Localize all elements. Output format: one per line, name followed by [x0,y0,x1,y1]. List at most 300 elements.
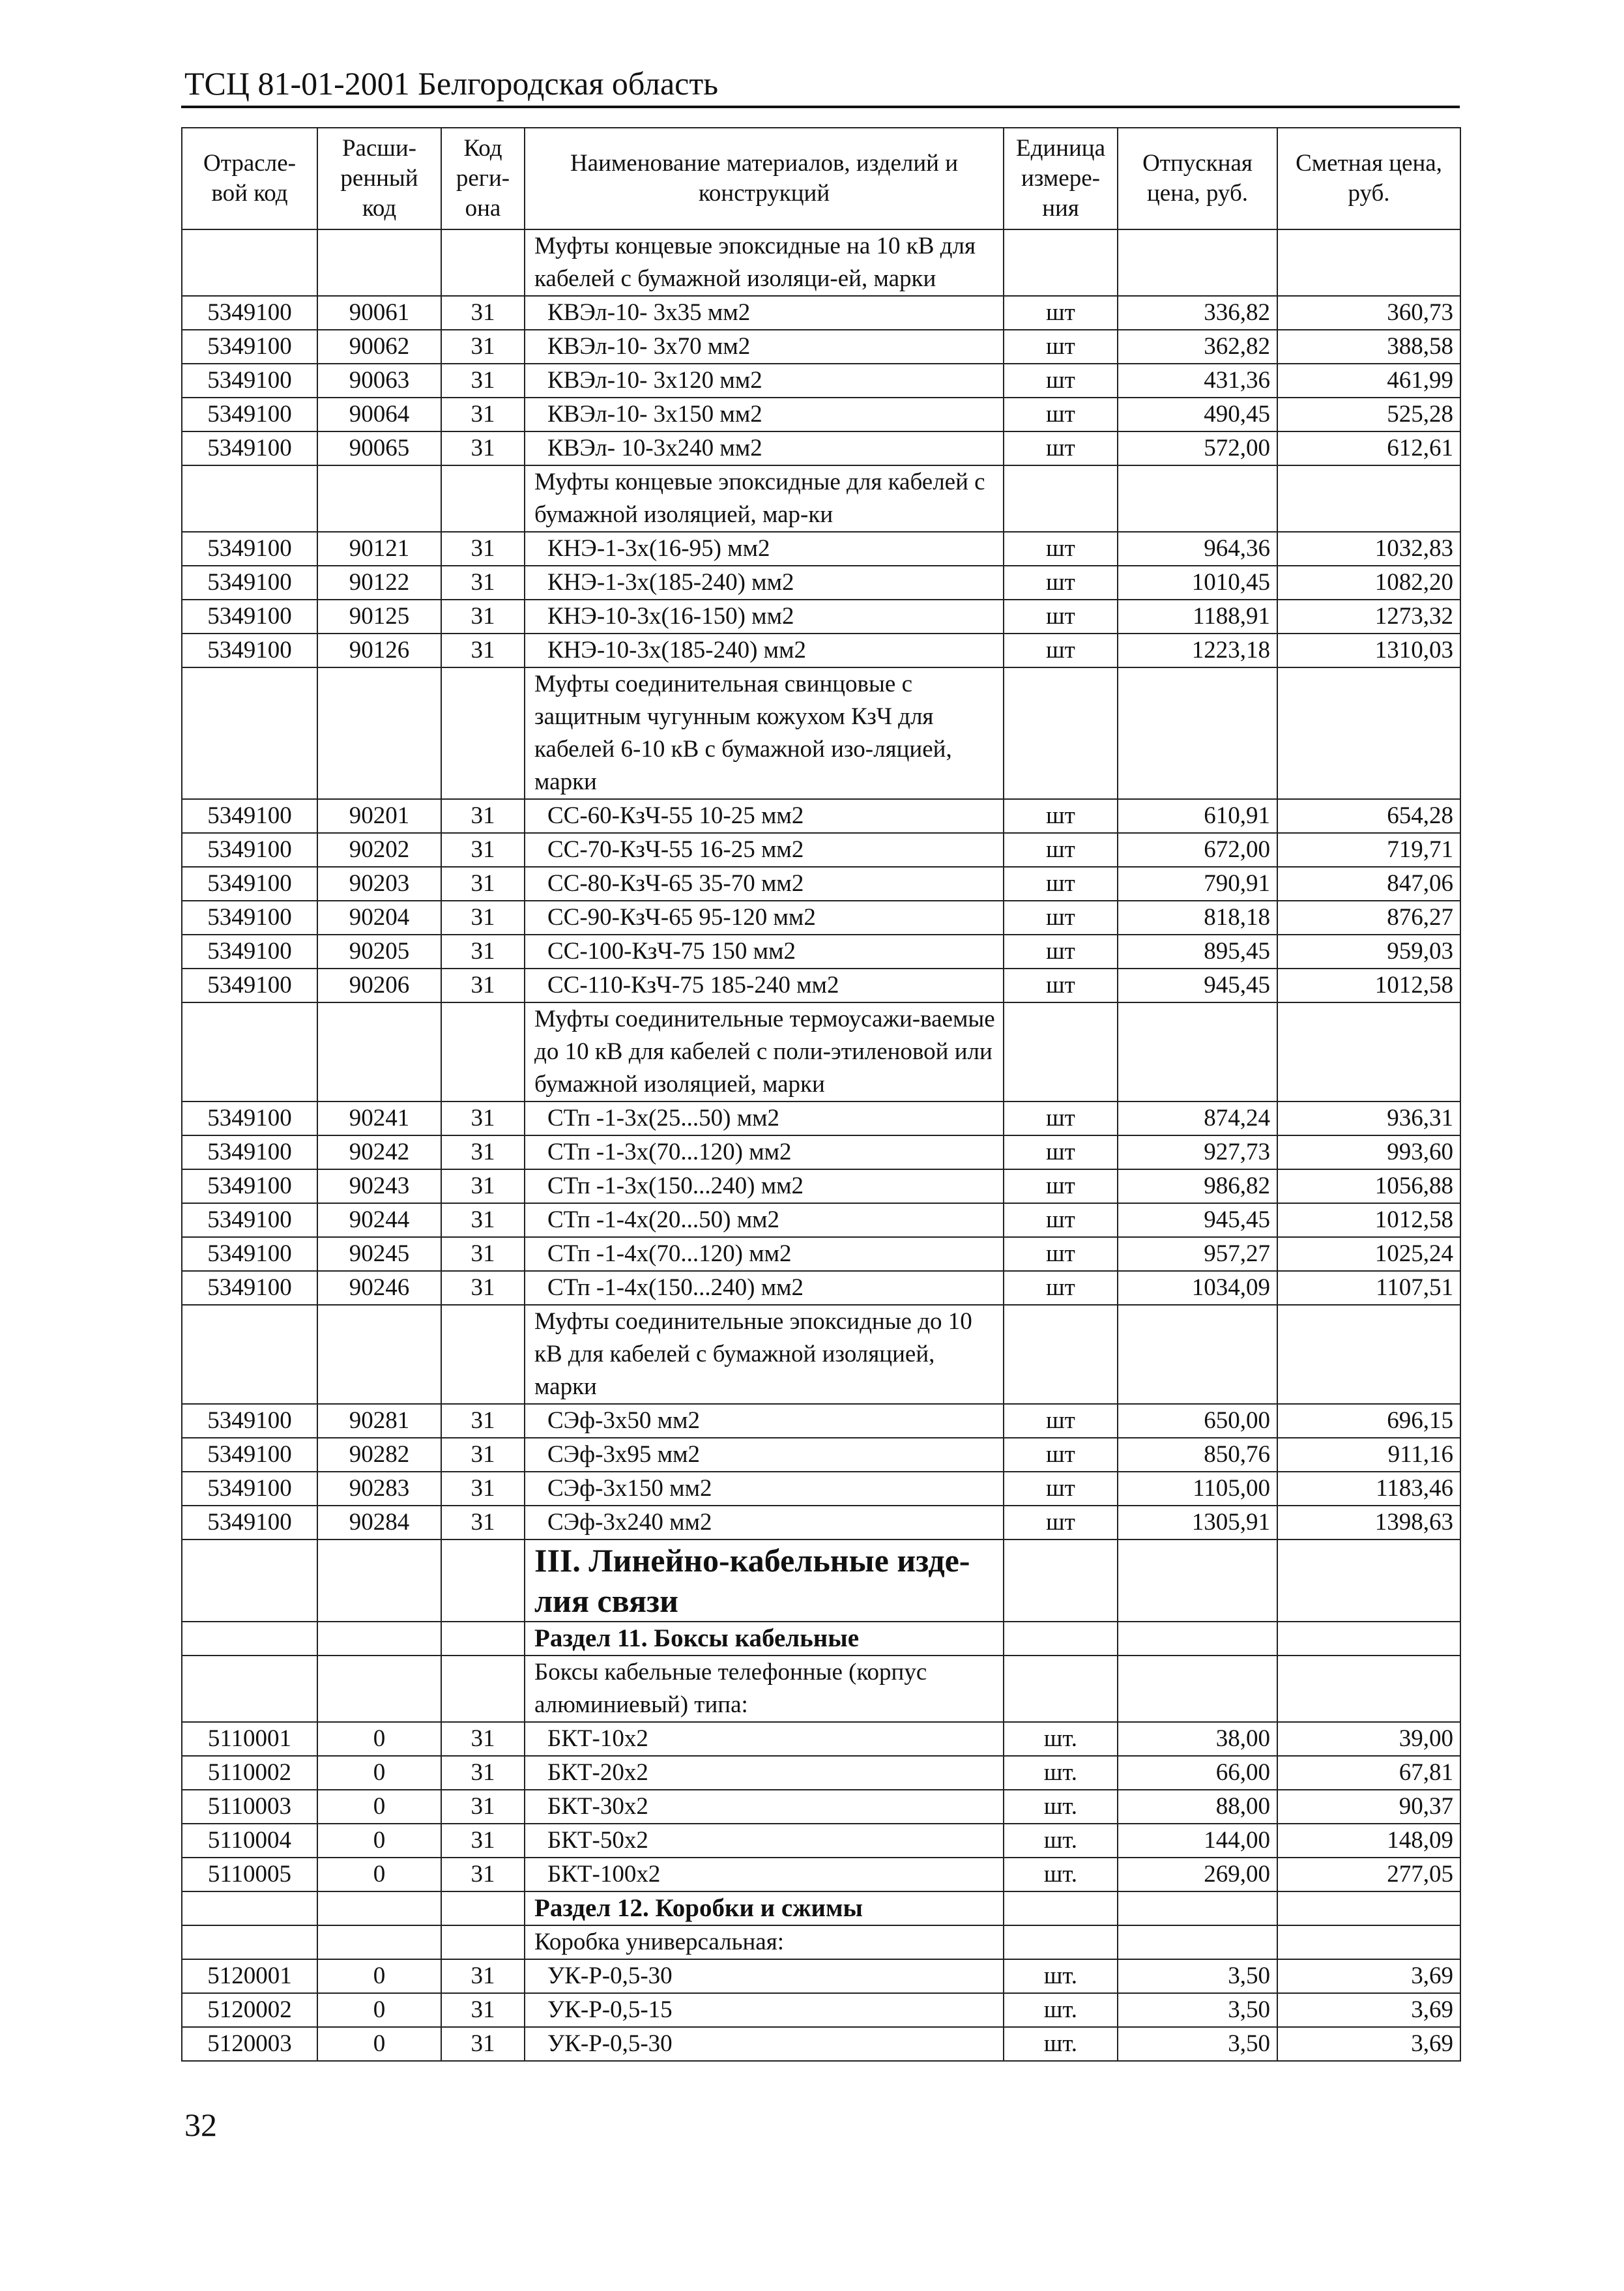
code-cell: 5110001 [182,1722,317,1756]
extended-code-cell: 0 [317,1824,441,1858]
empty-cell [1277,1002,1460,1102]
code-cell: 5349100 [182,566,317,600]
empty-cell [182,667,317,799]
code-cell: 5120003 [182,2027,317,2061]
empty-cell [317,1891,441,1925]
region-code-cell: 31 [441,1102,525,1135]
region-code-cell: 31 [441,1959,525,1993]
release-price-cell: 572,00 [1118,431,1277,465]
empty-cell [1118,1891,1277,1925]
release-price-cell: 945,45 [1118,969,1277,1002]
empty-cell [1004,465,1118,532]
column-header-industry-code: Отрасле-вой код [182,128,317,229]
table-row [182,1404,1460,1438]
estimate-price-cell: 90,37 [1277,1790,1460,1824]
section-heading: III. Линейно-кабельные изде-лия связи [525,1539,1004,1622]
name-cell: БКТ-20х2 [525,1756,1004,1790]
empty-cell [317,1925,441,1959]
empty-cell [1004,667,1118,799]
release-price-cell: 3,50 [1118,1959,1277,1993]
empty-cell [1004,1925,1118,1959]
name-cell: СЭф-3х150 мм2 [525,1472,1004,1506]
empty-cell [1004,1622,1118,1656]
name-cell: УК-Р-0,5-15 [525,1993,1004,2027]
empty-cell [182,229,317,296]
region-code-cell: 31 [441,296,525,330]
empty-cell [1004,1656,1118,1722]
table-row [182,1169,1460,1203]
estimate-price-cell: 148,09 [1277,1824,1460,1858]
unit-cell: шт [1004,532,1118,566]
unit-cell: шт. [1004,1824,1118,1858]
region-code-cell: 31 [441,1506,525,1539]
subsection-heading: Раздел 11. Боксы кабельные [525,1622,1004,1656]
estimate-price-cell: 1056,88 [1277,1169,1460,1203]
release-price-cell: 650,00 [1118,1404,1277,1438]
empty-cell [1277,667,1460,799]
table-row [182,1993,1460,2027]
empty-cell [441,1305,525,1404]
release-price-cell: 1010,45 [1118,566,1277,600]
unit-cell: шт [1004,1203,1118,1237]
code-cell: 5120001 [182,1959,317,1993]
table-row [182,1824,1460,1858]
extended-code-cell: 90242 [317,1135,441,1169]
table-row [182,867,1460,901]
code-cell: 5349100 [182,1169,317,1203]
extended-code-cell: 90241 [317,1102,441,1135]
code-cell: 5349100 [182,901,317,935]
section-heading-row [182,1539,1460,1622]
release-price-cell: 790,91 [1118,867,1277,901]
table-row [182,600,1460,634]
estimate-price-cell: 67,81 [1277,1756,1460,1790]
empty-cell [1118,1925,1277,1959]
group-heading: Муфты концевые эпоксидные на 10 кВ для кабелей с бумажной изоляци-ей, марки [525,229,1004,296]
table-row [182,901,1460,935]
table-row [182,1472,1460,1506]
release-price-cell: 362,82 [1118,330,1277,364]
code-cell: 5349100 [182,1237,317,1271]
region-code-cell: 31 [441,1237,525,1271]
estimate-price-cell: 1107,51 [1277,1271,1460,1305]
name-cell: УК-Р-0,5-30 [525,2027,1004,2061]
name-cell: УК-Р-0,5-30 [525,1959,1004,1993]
code-cell: 5110003 [182,1790,317,1824]
region-code-cell: 31 [441,1993,525,2027]
estimate-price-cell: 911,16 [1277,1438,1460,1472]
estimate-price-cell: 719,71 [1277,833,1460,867]
region-code-cell: 31 [441,532,525,566]
name-cell: КНЭ-1-3х(185-240) мм2 [525,566,1004,600]
name-cell: СС-80-КзЧ-65 35-70 мм2 [525,867,1004,901]
empty-cell [1277,1656,1460,1722]
estimate-price-cell: 696,15 [1277,1404,1460,1438]
empty-cell [182,465,317,532]
subsection-heading-row [182,1622,1460,1656]
extended-code-cell: 90062 [317,330,441,364]
empty-cell [317,667,441,799]
unit-cell: шт. [1004,2027,1118,2061]
table-row [182,1102,1460,1135]
name-cell: СЭф-3х95 мм2 [525,1438,1004,1472]
table-row [182,1959,1460,1993]
estimate-price-cell: 654,28 [1277,799,1460,833]
region-code-cell: 31 [441,431,525,465]
release-price-cell: 3,50 [1118,2027,1277,2061]
region-code-cell: 31 [441,1756,525,1790]
release-price-cell: 610,91 [1118,799,1277,833]
region-code-cell: 31 [441,398,525,431]
region-code-cell: 31 [441,1722,525,1756]
group-heading: Муфты соединительные термоусажи-ваемые до 10 кВ для кабелей с поли-этиленовой или бумажной изоляцией, марки [525,1002,1004,1102]
unit-cell: шт [1004,1102,1118,1135]
unit-cell: шт [1004,867,1118,901]
empty-cell [1277,1539,1460,1622]
extended-code-cell: 0 [317,1959,441,1993]
unit-cell: шт. [1004,1756,1118,1790]
name-cell: СС-110-КзЧ-75 185-240 мм2 [525,969,1004,1002]
release-price-cell: 431,36 [1118,364,1277,398]
estimate-price-cell: 993,60 [1277,1135,1460,1169]
region-code-cell: 31 [441,1404,525,1438]
release-price-cell: 38,00 [1118,1722,1277,1756]
region-code-cell: 31 [441,1203,525,1237]
release-price-cell: 1188,91 [1118,600,1277,634]
region-code-cell: 31 [441,566,525,600]
region-code-cell: 31 [441,935,525,969]
code-cell: 5349100 [182,935,317,969]
empty-cell [317,465,441,532]
price-table [181,127,1461,2062]
empty-cell [1118,1656,1277,1722]
empty-cell [1118,229,1277,296]
table-row [182,1271,1460,1305]
region-code-cell: 31 [441,1858,525,1891]
empty-cell [1277,1891,1460,1925]
name-cell: БКТ-30х2 [525,1790,1004,1824]
estimate-price-cell: 847,06 [1277,867,1460,901]
estimate-price-cell: 1183,46 [1277,1472,1460,1506]
empty-cell [1277,465,1460,532]
name-cell: КНЭ-10-3х(16-150) мм2 [525,600,1004,634]
code-cell: 5110002 [182,1756,317,1790]
code-cell: 5349100 [182,634,317,667]
table-row [182,566,1460,600]
table-row [182,398,1460,431]
release-price-cell: 874,24 [1118,1102,1277,1135]
empty-cell [317,1002,441,1102]
group-heading-row [182,1925,1460,1959]
extended-code-cell: 90281 [317,1404,441,1438]
name-cell: БКТ-10х2 [525,1722,1004,1756]
unit-cell: шт [1004,1237,1118,1271]
empty-cell [317,1305,441,1404]
table-row [182,1203,1460,1237]
empty-cell [441,1925,525,1959]
release-price-cell: 986,82 [1118,1169,1277,1203]
unit-cell: шт [1004,935,1118,969]
code-cell: 5349100 [182,799,317,833]
name-cell: КВЭл-10- 3х70 мм2 [525,330,1004,364]
table-row [182,1135,1460,1169]
region-code-cell: 31 [441,901,525,935]
extended-code-cell: 90121 [317,532,441,566]
empty-cell [1004,229,1118,296]
estimate-price-cell: 388,58 [1277,330,1460,364]
extended-code-cell: 90245 [317,1237,441,1271]
empty-cell [1118,1305,1277,1404]
code-cell: 5349100 [182,1506,317,1539]
empty-cell [1277,1622,1460,1656]
extended-code-cell: 90061 [317,296,441,330]
name-cell: КВЭл- 10-3х240 мм2 [525,431,1004,465]
region-code-cell: 31 [441,1790,525,1824]
extended-code-cell: 90125 [317,600,441,634]
code-cell: 5349100 [182,833,317,867]
extended-code-cell: 0 [317,1790,441,1824]
name-cell: СТп -1-4х(20...50) мм2 [525,1203,1004,1237]
empty-cell [317,229,441,296]
empty-cell [182,1925,317,1959]
extended-code-cell: 90065 [317,431,441,465]
release-price-cell: 850,76 [1118,1438,1277,1472]
empty-cell [182,1891,317,1925]
group-heading-row [182,1305,1460,1404]
region-code-cell: 31 [441,2027,525,2061]
extended-code-cell: 90205 [317,935,441,969]
empty-cell [441,229,525,296]
code-cell: 5349100 [182,867,317,901]
empty-cell [1004,1539,1118,1622]
name-cell: КНЭ-10-3х(185-240) мм2 [525,634,1004,667]
unit-cell: шт. [1004,1722,1118,1756]
group-heading-row [182,1002,1460,1102]
name-cell: СС-70-КзЧ-55 16-25 мм2 [525,833,1004,867]
extended-code-cell: 0 [317,1993,441,2027]
empty-cell [317,1622,441,1656]
extended-code-cell: 90201 [317,799,441,833]
table-row [182,1237,1460,1271]
release-price-cell: 945,45 [1118,1203,1277,1237]
estimate-price-cell: 1012,58 [1277,969,1460,1002]
estimate-price-cell: 1310,03 [1277,634,1460,667]
name-cell: БКТ-100х2 [525,1858,1004,1891]
code-cell: 5110005 [182,1858,317,1891]
empty-cell [1004,1305,1118,1404]
unit-cell: шт [1004,969,1118,1002]
empty-cell [182,1656,317,1722]
code-cell: 5349100 [182,364,317,398]
empty-cell [1118,1622,1277,1656]
code-cell: 5349100 [182,330,317,364]
estimate-price-cell: 525,28 [1277,398,1460,431]
subsection-heading-row [182,1891,1460,1925]
table-row [182,364,1460,398]
unit-cell: шт [1004,634,1118,667]
extended-code-cell: 90063 [317,364,441,398]
release-price-cell: 490,45 [1118,398,1277,431]
group-heading: Муфты соединительные эпоксидные до 10 кВ для кабелей с бумажной изоляцией, марки [525,1305,1004,1404]
extended-code-cell: 90064 [317,398,441,431]
extended-code-cell: 90243 [317,1169,441,1203]
table-row [182,431,1460,465]
name-cell: СТп -1-4х(70...120) мм2 [525,1237,1004,1271]
code-cell: 5349100 [182,1203,317,1237]
unit-cell: шт [1004,1169,1118,1203]
extended-code-cell: 0 [317,1858,441,1891]
name-cell: СТп -1-4х(150...240) мм2 [525,1271,1004,1305]
name-cell: СС-60-КзЧ-55 10-25 мм2 [525,799,1004,833]
release-price-cell: 336,82 [1118,296,1277,330]
column-header-release-price: Отпускная цена, руб. [1118,128,1277,229]
name-cell: КВЭл-10- 3х35 мм2 [525,296,1004,330]
estimate-price-cell: 3,69 [1277,1959,1460,1993]
region-code-cell: 31 [441,833,525,867]
unit-cell: шт. [1004,1858,1118,1891]
empty-cell [1004,1891,1118,1925]
release-price-cell: 1223,18 [1118,634,1277,667]
name-cell: КНЭ-1-3х(16-95) мм2 [525,532,1004,566]
region-code-cell: 31 [441,1271,525,1305]
code-cell: 5110004 [182,1824,317,1858]
empty-cell [1118,1539,1277,1622]
extended-code-cell: 90283 [317,1472,441,1506]
unit-cell: шт. [1004,1790,1118,1824]
estimate-price-cell: 1273,32 [1277,600,1460,634]
release-price-cell: 895,45 [1118,935,1277,969]
empty-cell [1277,229,1460,296]
extended-code-cell: 90203 [317,867,441,901]
empty-cell [441,1002,525,1102]
release-price-cell: 1105,00 [1118,1472,1277,1506]
table-body [182,229,1460,2061]
table-row [182,799,1460,833]
extended-code-cell: 90202 [317,833,441,867]
table-row [182,296,1460,330]
unit-cell: шт [1004,398,1118,431]
unit-cell: шт [1004,901,1118,935]
extended-code-cell: 0 [317,1756,441,1790]
table-row [182,1438,1460,1472]
table-row [182,634,1460,667]
unit-cell: шт [1004,364,1118,398]
estimate-price-cell: 277,05 [1277,1858,1460,1891]
region-code-cell: 31 [441,330,525,364]
release-price-cell: 957,27 [1118,1237,1277,1271]
table-row [182,1858,1460,1891]
unit-cell: шт [1004,1271,1118,1305]
estimate-price-cell: 3,69 [1277,1993,1460,2027]
unit-cell: шт. [1004,1959,1118,1993]
name-cell: БКТ-50х2 [525,1824,1004,1858]
region-code-cell: 31 [441,867,525,901]
release-price-cell: 88,00 [1118,1790,1277,1824]
table-row [182,330,1460,364]
group-heading-row [182,1656,1460,1722]
empty-cell [1277,1925,1460,1959]
extended-code-cell: 90246 [317,1271,441,1305]
page-number: 32 [184,2107,217,2143]
unit-cell: шт [1004,1506,1118,1539]
empty-cell [317,1539,441,1622]
name-cell: СЭф-3х50 мм2 [525,1404,1004,1438]
unit-cell: шт [1004,833,1118,867]
empty-cell [1004,1002,1118,1102]
group-heading: Коробка универсальная: [525,1925,1004,1959]
extended-code-cell: 90126 [317,634,441,667]
estimate-price-cell: 1012,58 [1277,1203,1460,1237]
group-heading: Муфты соединительная свинцовые с защитным чугунным кожухом КзЧ для кабелей 6-10 кВ с бумажной изо-ляцией, марки [525,667,1004,799]
empty-cell [441,1622,525,1656]
empty-cell [182,1539,317,1622]
empty-cell [1118,667,1277,799]
unit-cell: шт [1004,431,1118,465]
estimate-price-cell: 1082,20 [1277,566,1460,600]
estimate-price-cell: 3,69 [1277,2027,1460,2061]
release-price-cell: 1305,91 [1118,1506,1277,1539]
unit-cell: шт [1004,600,1118,634]
table-row [182,1790,1460,1824]
code-cell: 5349100 [182,296,317,330]
estimate-price-cell: 1025,24 [1277,1237,1460,1271]
code-cell: 5349100 [182,431,317,465]
header-row [182,128,1460,229]
column-header-region-code: Код реги-она [441,128,525,229]
unit-cell: шт. [1004,1993,1118,2027]
name-cell: СТп -1-3х(25...50) мм2 [525,1102,1004,1135]
group-heading-row [182,229,1460,296]
release-price-cell: 818,18 [1118,901,1277,935]
estimate-price-cell: 1398,63 [1277,1506,1460,1539]
column-header-estimate-price: Сметная цена, руб. [1277,128,1460,229]
release-price-cell: 3,50 [1118,1993,1277,2027]
group-heading: Муфты концевые эпоксидные для кабелей с бумажной изоляцией, мар-ки [525,465,1004,532]
empty-cell [441,667,525,799]
extended-code-cell: 90284 [317,1506,441,1539]
empty-cell [1277,1305,1460,1404]
code-cell: 5349100 [182,1438,317,1472]
release-price-cell: 144,00 [1118,1824,1277,1858]
extended-code-cell: 0 [317,2027,441,2061]
release-price-cell: 1034,09 [1118,1271,1277,1305]
extended-code-cell: 90206 [317,969,441,1002]
region-code-cell: 31 [441,634,525,667]
release-price-cell: 269,00 [1118,1858,1277,1891]
unit-cell: шт [1004,799,1118,833]
code-cell: 5349100 [182,1404,317,1438]
code-cell: 5349100 [182,600,317,634]
name-cell: СС-90-КзЧ-65 95-120 мм2 [525,901,1004,935]
unit-cell: шт [1004,1135,1118,1169]
region-code-cell: 31 [441,1824,525,1858]
group-heading-row [182,667,1460,799]
table-row [182,935,1460,969]
region-code-cell: 31 [441,969,525,1002]
column-header-extended-code: Расши-ренный код [317,128,441,229]
unit-cell: шт [1004,1472,1118,1506]
extended-code-cell: 90282 [317,1438,441,1472]
empty-cell [441,1656,525,1722]
name-cell: СС-100-КзЧ-75 150 мм2 [525,935,1004,969]
extended-code-cell: 90244 [317,1203,441,1237]
empty-cell [182,1622,317,1656]
code-cell: 5349100 [182,969,317,1002]
region-code-cell: 31 [441,1438,525,1472]
extended-code-cell: 90204 [317,901,441,935]
group-heading-row [182,465,1460,532]
unit-cell: шт [1004,566,1118,600]
